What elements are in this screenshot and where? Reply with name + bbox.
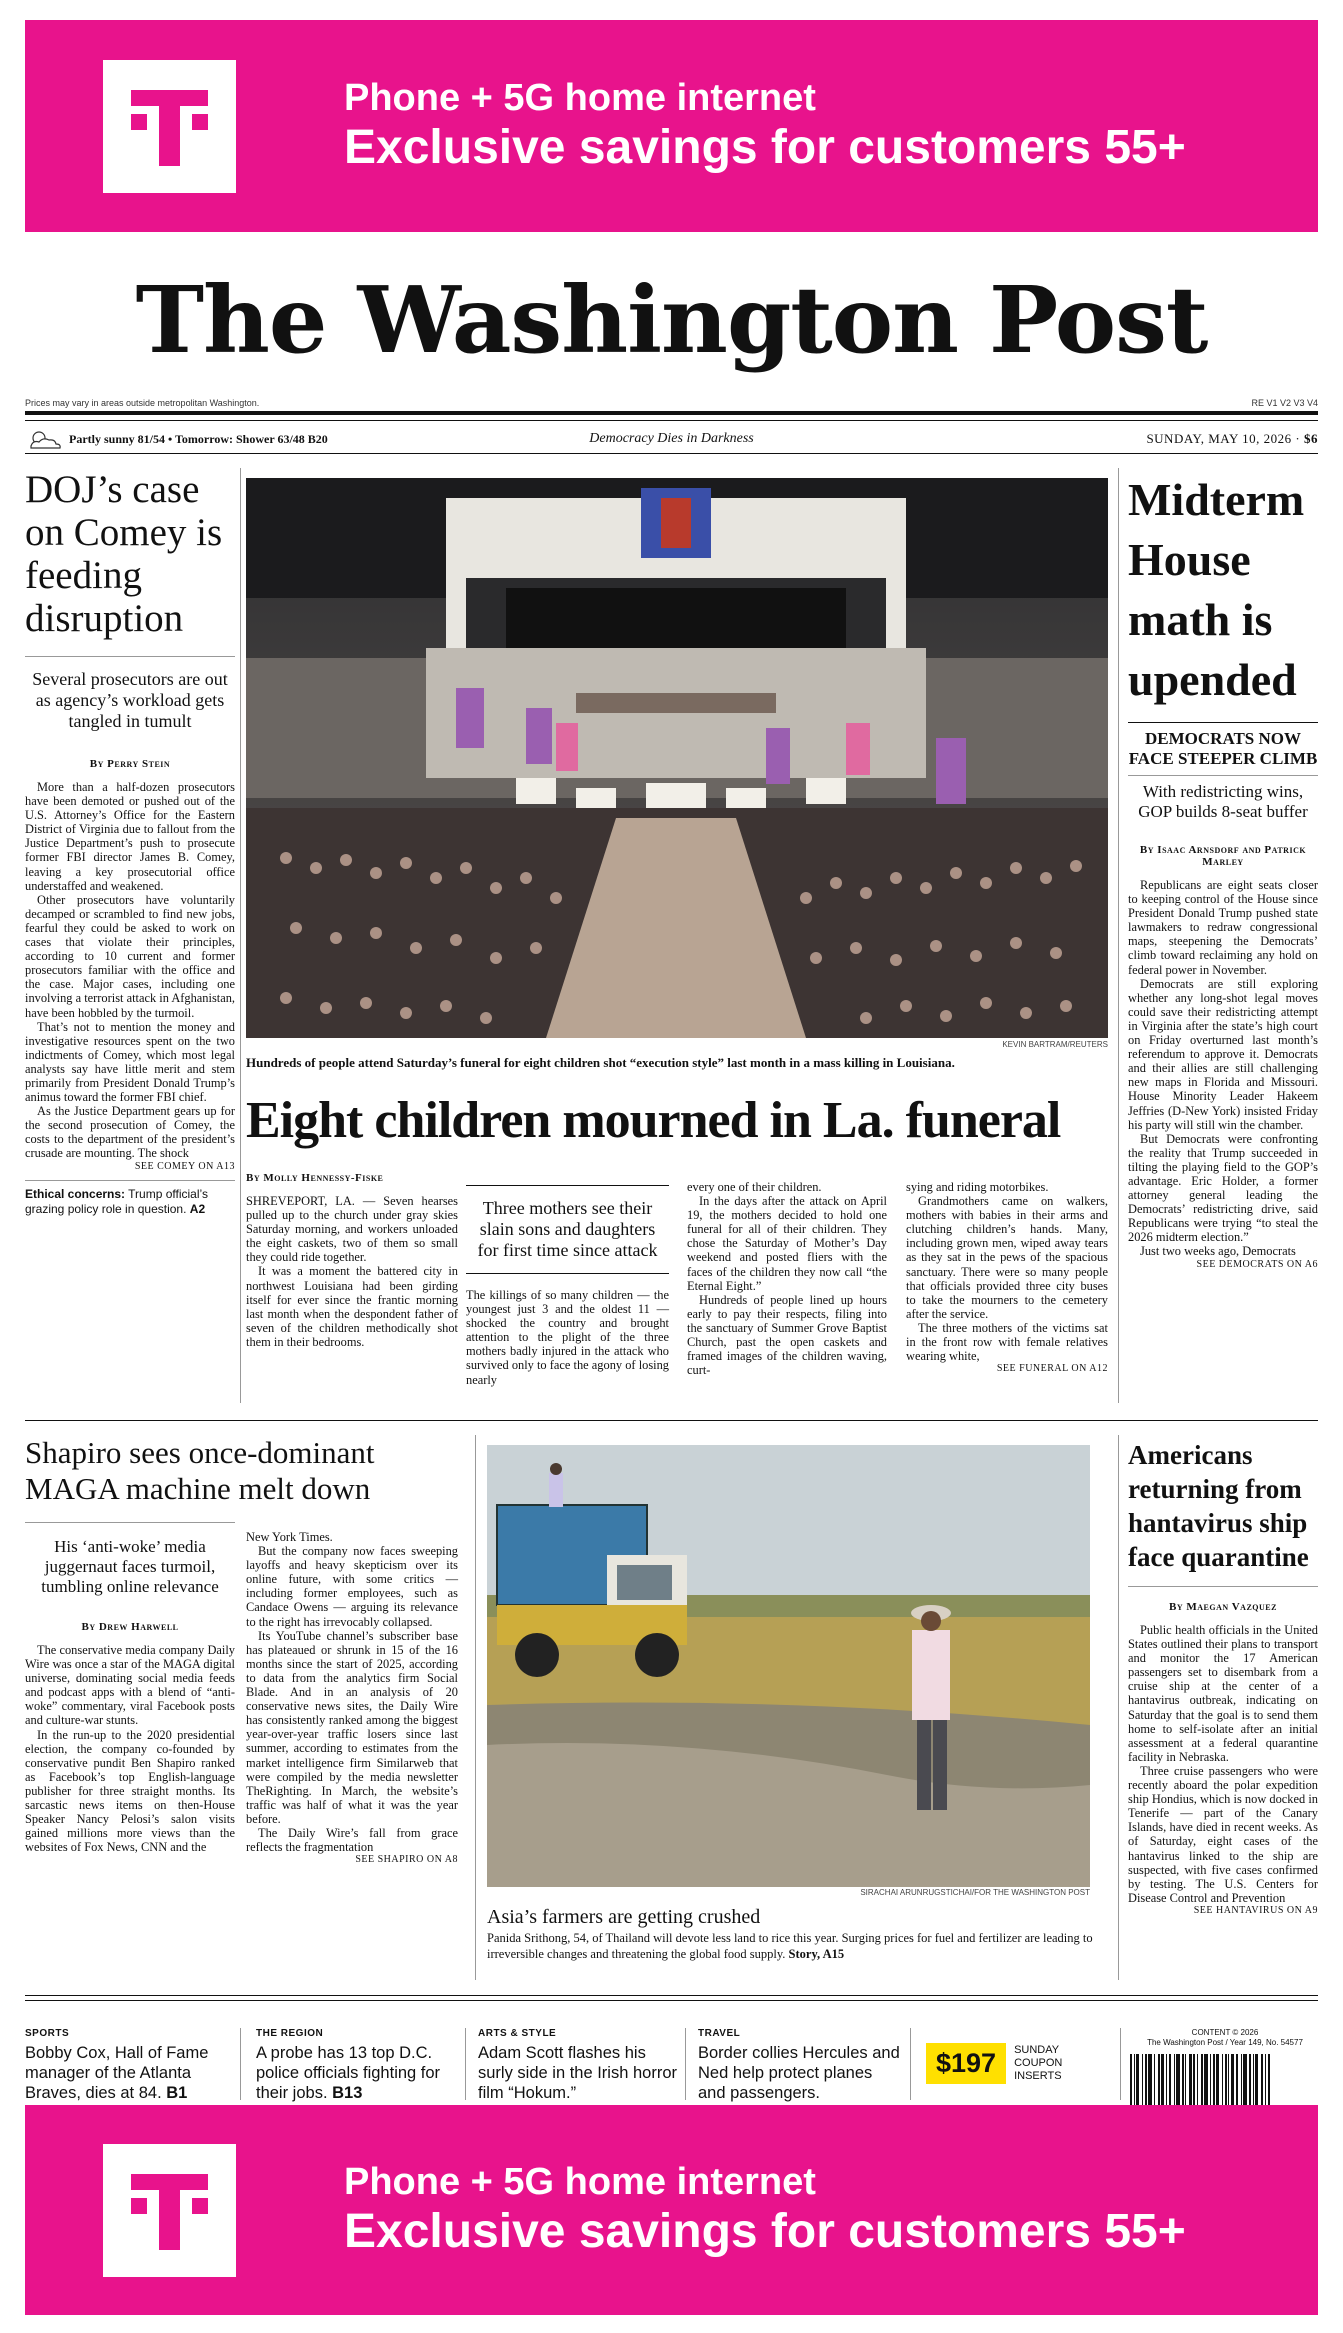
midterm-story [1128, 470, 1318, 1270]
masthead-rule-thin [25, 420, 1318, 421]
bottom-advertisement[interactable] [25, 2105, 1318, 2315]
barcode-bars-icon [1130, 2054, 1320, 2106]
weather-text: Partly sunny 81/54 • Tomorrow: Shower 63/48 B20 [69, 431, 328, 446]
shapiro-story [25, 1435, 465, 1507]
coupon-badge[interactable] [926, 2043, 1062, 2084]
price-note: Prices may vary in areas outside metropolitan Washington. [25, 398, 260, 408]
weather-row [25, 428, 1318, 450]
funeral-byline: By Molly Hennessy-Fiske [246, 1172, 384, 1184]
teaser-sports[interactable]: SPORTS Bobby Cox, Hall of Fame manager of the Atlanta Braves, dies at 84. B1 [25, 2028, 209, 2102]
tmobile-logo-icon [103, 2144, 236, 2277]
funeral-jump[interactable]: SEE FUNERAL ON A12 [996, 1363, 1108, 1375]
edition-codes: RE V1 V2 V3 V4 [1251, 398, 1318, 408]
hantavirus-story: Americans returning from hantavirus ship face quarantine By Maegan Vazquez Public health officials in the United States outlined their plans to transport and monitor the 17 American passengers set to disembark from a cruise ship at the center of a hantavirus outbreak, indicating on Saturday that the goal is to send them home to self-isolate after an initial assessment at a federal quarantine facility in Nebraska. Three cruise passengers who were recently aboard the polar expedition ship Hondius, which is now docked in Tenerife — part of the Canary Islands, have died in recent weeks. As of Saturday, eight cases of the hantavirus linked to the ship are suspected, with five cases confirmed by testing. The U.S. Centers for Disease Control and Prevention SEE HANTAVIRUS ON A9 [1128, 1440, 1318, 1916]
teaser-travel[interactable]: TRAVEL Border collies Hercules and Ned help protect planes and passengers. [698, 2028, 900, 2102]
newspaper-nameplate: The Washington Post [135, 266, 1208, 374]
coupon-label: SUNDAY COUPON INSERTS [1014, 2044, 1063, 2082]
motto: Democracy Dies in Darkness [589, 431, 754, 446]
midterm-subhead: DEMOCRATS NOW FACE STEEPER CLIMB [1128, 729, 1318, 768]
funeral-photo-credit: KEVIN BARTRAM/REUTERS [1002, 1040, 1108, 1049]
funeral-photo[interactable] [246, 478, 1108, 1038]
teaser-region[interactable]: THE REGION A probe has 13 top D.C. police officials fighting for their jobs. B13 [256, 2028, 441, 2102]
farmer-photo-credit: SIRACHAI ARUNRUGSTICHAI/FOR THE WASHINGTON POST [860, 1888, 1090, 1897]
shapiro-headline[interactable]: Shapiro sees once-dominant MAGA machine melt down [25, 1435, 375, 1506]
funeral-pullquote: Three mothers see their slain sons and daughters for first time since attack [466, 1185, 669, 1274]
shapiro-col-2: New York Times. But the company now faces sweeping layoffs and heavy skepticism over its online future, with some critics — including former employees, such as Candace Owens — arguing its relevance to the right has irrevocably collapsed. Its YouTube channel’s subscriber base has plateaued or shrunk in 15 of the 16 months since the start of 2025, according to data from the analytics firm Social Blade. And in an analysis of 20 conservative news sites, the Daily Wire has consistently ranked among the biggest year-over-year traffic losers since last summer, according to estimates from the market intelligence firm Similarweb that were compiled by the media newsletter TheRighting. In March, the website’s traffic was half of what it was the year before. The Daily Wire’s fall from grace reflects the fragmentation SEE SHAPIRO ON A8 [246, 1530, 458, 1866]
funeral-col-3: every one of their children. In the days after the attack on April 19, the mothers decided to hold one funeral for all of their children. They chose the Saturday of Mother’s Day weekend and posted fliers with the faces of the children they now call “the Eternal Eight.” Hundreds of people lined up hours early to pay their respects, filing into the sanctuary of Summer Grove Baptist Church, past the open caskets and framed images of the children waving, curt- [687, 1180, 887, 1378]
midterm-jump[interactable]: SEE DEMOCRATS ON A6 [1196, 1258, 1318, 1270]
comey-deck: Several prosecutors are out as agency’s workload gets tangled in tumult [32, 669, 228, 731]
masthead-rule [25, 411, 1318, 415]
farmer-photo[interactable] [487, 1445, 1090, 1887]
coupon-price: $197 [926, 2043, 1006, 2084]
ad-line-2: Exclusive savings for customers 55+ [344, 121, 1186, 174]
shapiro-deck: His ‘anti-woke’ media juggernaut faces turmoil, tumbling online relevance [41, 1537, 219, 1596]
teaser-arts[interactable]: ARTS & STYLE Adam Scott flashes his surly side in the Irish horror film “Hokum.” [478, 2028, 677, 2102]
funeral-photo-caption: Hundreds of people attend Saturday’s funeral for eight children shot “execution style” last month in a mass killing in Louisiana. [246, 1055, 955, 1070]
top-advertisement[interactable] [25, 20, 1318, 232]
header-bottom-rule [25, 453, 1318, 454]
comey-byline: By Perry Stein [89, 758, 171, 770]
issue-date: SUNDAY, MAY 10, 2026 · $6 [1146, 431, 1318, 446]
comey-body: More than a half-dozen prosecutors have been demoted or pushed out of the U.S. Attorney’s Office for the Eastern District of Virginia due to fallout from the Justice Department’s push to prosecute former FBI director James B. Comey, leaving a key prosecutorial office understaffed and weakened. Other prosecutors have voluntarily decamped or scrambled to find new jobs, fearful they could be asked to work on cases that violate their principles, according to 10 current and former prosecutors familiar with the office and the case. Major cases, including one involving a terrorist attack in Afghanistan, have been hobbled by the turmoil. That’s not to mention the money and investigative resources spent on the two indictments of Comey, which most legal analysts say have little merit and stem primarily from President Donald Trump’s animus toward the former FBI chief. As the Justice Department gears up for the second prosecution of Comey, the costs to the department of the president’s crusade are mounting. The shock [25, 780, 235, 1161]
comey-headline[interactable]: DOJ’s case on Comey is feeding disruption [25, 468, 223, 640]
midterm-headline[interactable]: Midterm House math is upended [1128, 474, 1305, 705]
midterm-deck: With redistricting wins, GOP builds 8-seat buffer [1138, 782, 1308, 821]
midterm-body: Republicans are eight seats closer to keeping control of the House since President Donald Trump pushed state lawmakers to redraw congressional maps, steepening the Democrats’ climb toward reclaiming any hold on federal power in November. Democrats are still exploring whether any long-shot legal moves could save their redistricting attempt in Virginia after the state’s high court on Friday overturned last month’s referendum to approve it. Democrats and their allies are still challenging new maps in Florida and Missouri. House Minority Leader Hakeem Jeffries (D-New York) insisted Friday his party will still win the chamber. But Democrats were confronting the reality that Trump succeeded in tilting the playing field to the GOP’s advantage. Eric Holder, a former attorney general leading the Democrats’ redistricting drive, said Republicans were trying “to steal the 2026 midterm election.” Just two weeks ago, Democrats [1128, 878, 1318, 1259]
funeral-col-4: sying and riding motorbikes. Grandmothers came on walkers, mothers with babies in their arms and clutching children’s hands. Many, including grown men, wiped away tears as they sat in the pews of the spacious sanctuary. There were so many people that officials provided three city buses to take the mourners to the cemetery after the service. The three mothers of the victims sat in the front row with female relatives wearing white, SEE FUNERAL ON A12 [906, 1180, 1108, 1375]
funeral-col-1: By Molly Hennessy-Fiske SHREVEPORT, LA. — Seven hearses pulled up to the church under gray skies Saturday morning, and workers unloaded the eight caskets, two of them so small they could ride together. It was a moment the battered city in northwest Louisiana had been girding itself for ever since the frantic morning last month when the despondent father of seven of the children methodically shot them in their bedrooms. [246, 1172, 458, 1349]
midterm-byline: By Isaac Arnsdorf and Patrick Marley [1139, 844, 1307, 868]
shapiro-byline: By Drew Harwell [81, 1621, 179, 1633]
ad-line-2: Exclusive savings for customers 55+ [344, 2205, 1186, 2258]
hantavirus-byline: By Maegan Vazquez [1169, 1601, 1277, 1613]
comey-story [25, 468, 235, 1217]
shapiro-jump[interactable]: SEE SHAPIRO ON A8 [355, 1854, 458, 1866]
ad-line-1: Phone + 5G home internet [344, 2161, 816, 2203]
shapiro-col-1: His ‘anti-woke’ media juggernaut faces turmoil, tumbling online relevance By Drew Harwell The conservative media company Daily Wire was once a star of the MAGA digital universe, dominating social media feeds and podcast apps with a blend of “anti-woke” commentary, viral Facebook posts and culture-war stunts. In the run-up to the 2020 presidential election, the company co-founded by conservative pundit Ben Shapiro ranked as Facebook’s top English-language publisher for three straight months. Its sarcastic news items on then-House Speaker Nancy Pelosi’s salon visits gained millions more views than the websites of Fox News, CNN and the [25, 1522, 235, 1854]
funeral-headline[interactable]: Eight children mourned in La. funeral [246, 1092, 1061, 1149]
funeral-col-2: Three mothers see their slain sons and daughters for first time since attack The killings of so many children — the youngest just 3 and the oldest 11 — shocked the country and brought attention to the plight of the three mothers badly injured in the attack who survived only to face the agony of losing nearly [466, 1185, 669, 1387]
ethics-teaser[interactable]: Ethical concerns: Trump official’s grazing policy role in question. A2 [25, 1180, 235, 1217]
farmer-story-link[interactable]: Story, A15 [788, 1947, 845, 1961]
farmer-headline[interactable]: Asia’s farmers are getting crushed [487, 1906, 761, 1928]
hantavirus-headline[interactable]: Americans returning from hantavirus ship face quarantine [1128, 1440, 1309, 1572]
masthead [0, 245, 1343, 395]
tmobile-logo-icon [103, 60, 236, 193]
barcode: CONTENT © 2026 The Washington Post / Year 149, No. 54577 [1130, 2028, 1320, 2124]
hantavirus-jump[interactable]: SEE HANTAVIRUS ON A9 [1193, 1904, 1318, 1916]
comey-jump[interactable]: SEE COMEY ON A13 [134, 1160, 235, 1172]
ad-line-1: Phone + 5G home internet [344, 77, 816, 119]
farmer-caption: Panida Srithong, 54, of Thailand will devote less land to rice this year. Surging prices for fuel and fertilizer are leading to irreversible changes and threatening the global food supply. Story, A15 [487, 1931, 1093, 1961]
